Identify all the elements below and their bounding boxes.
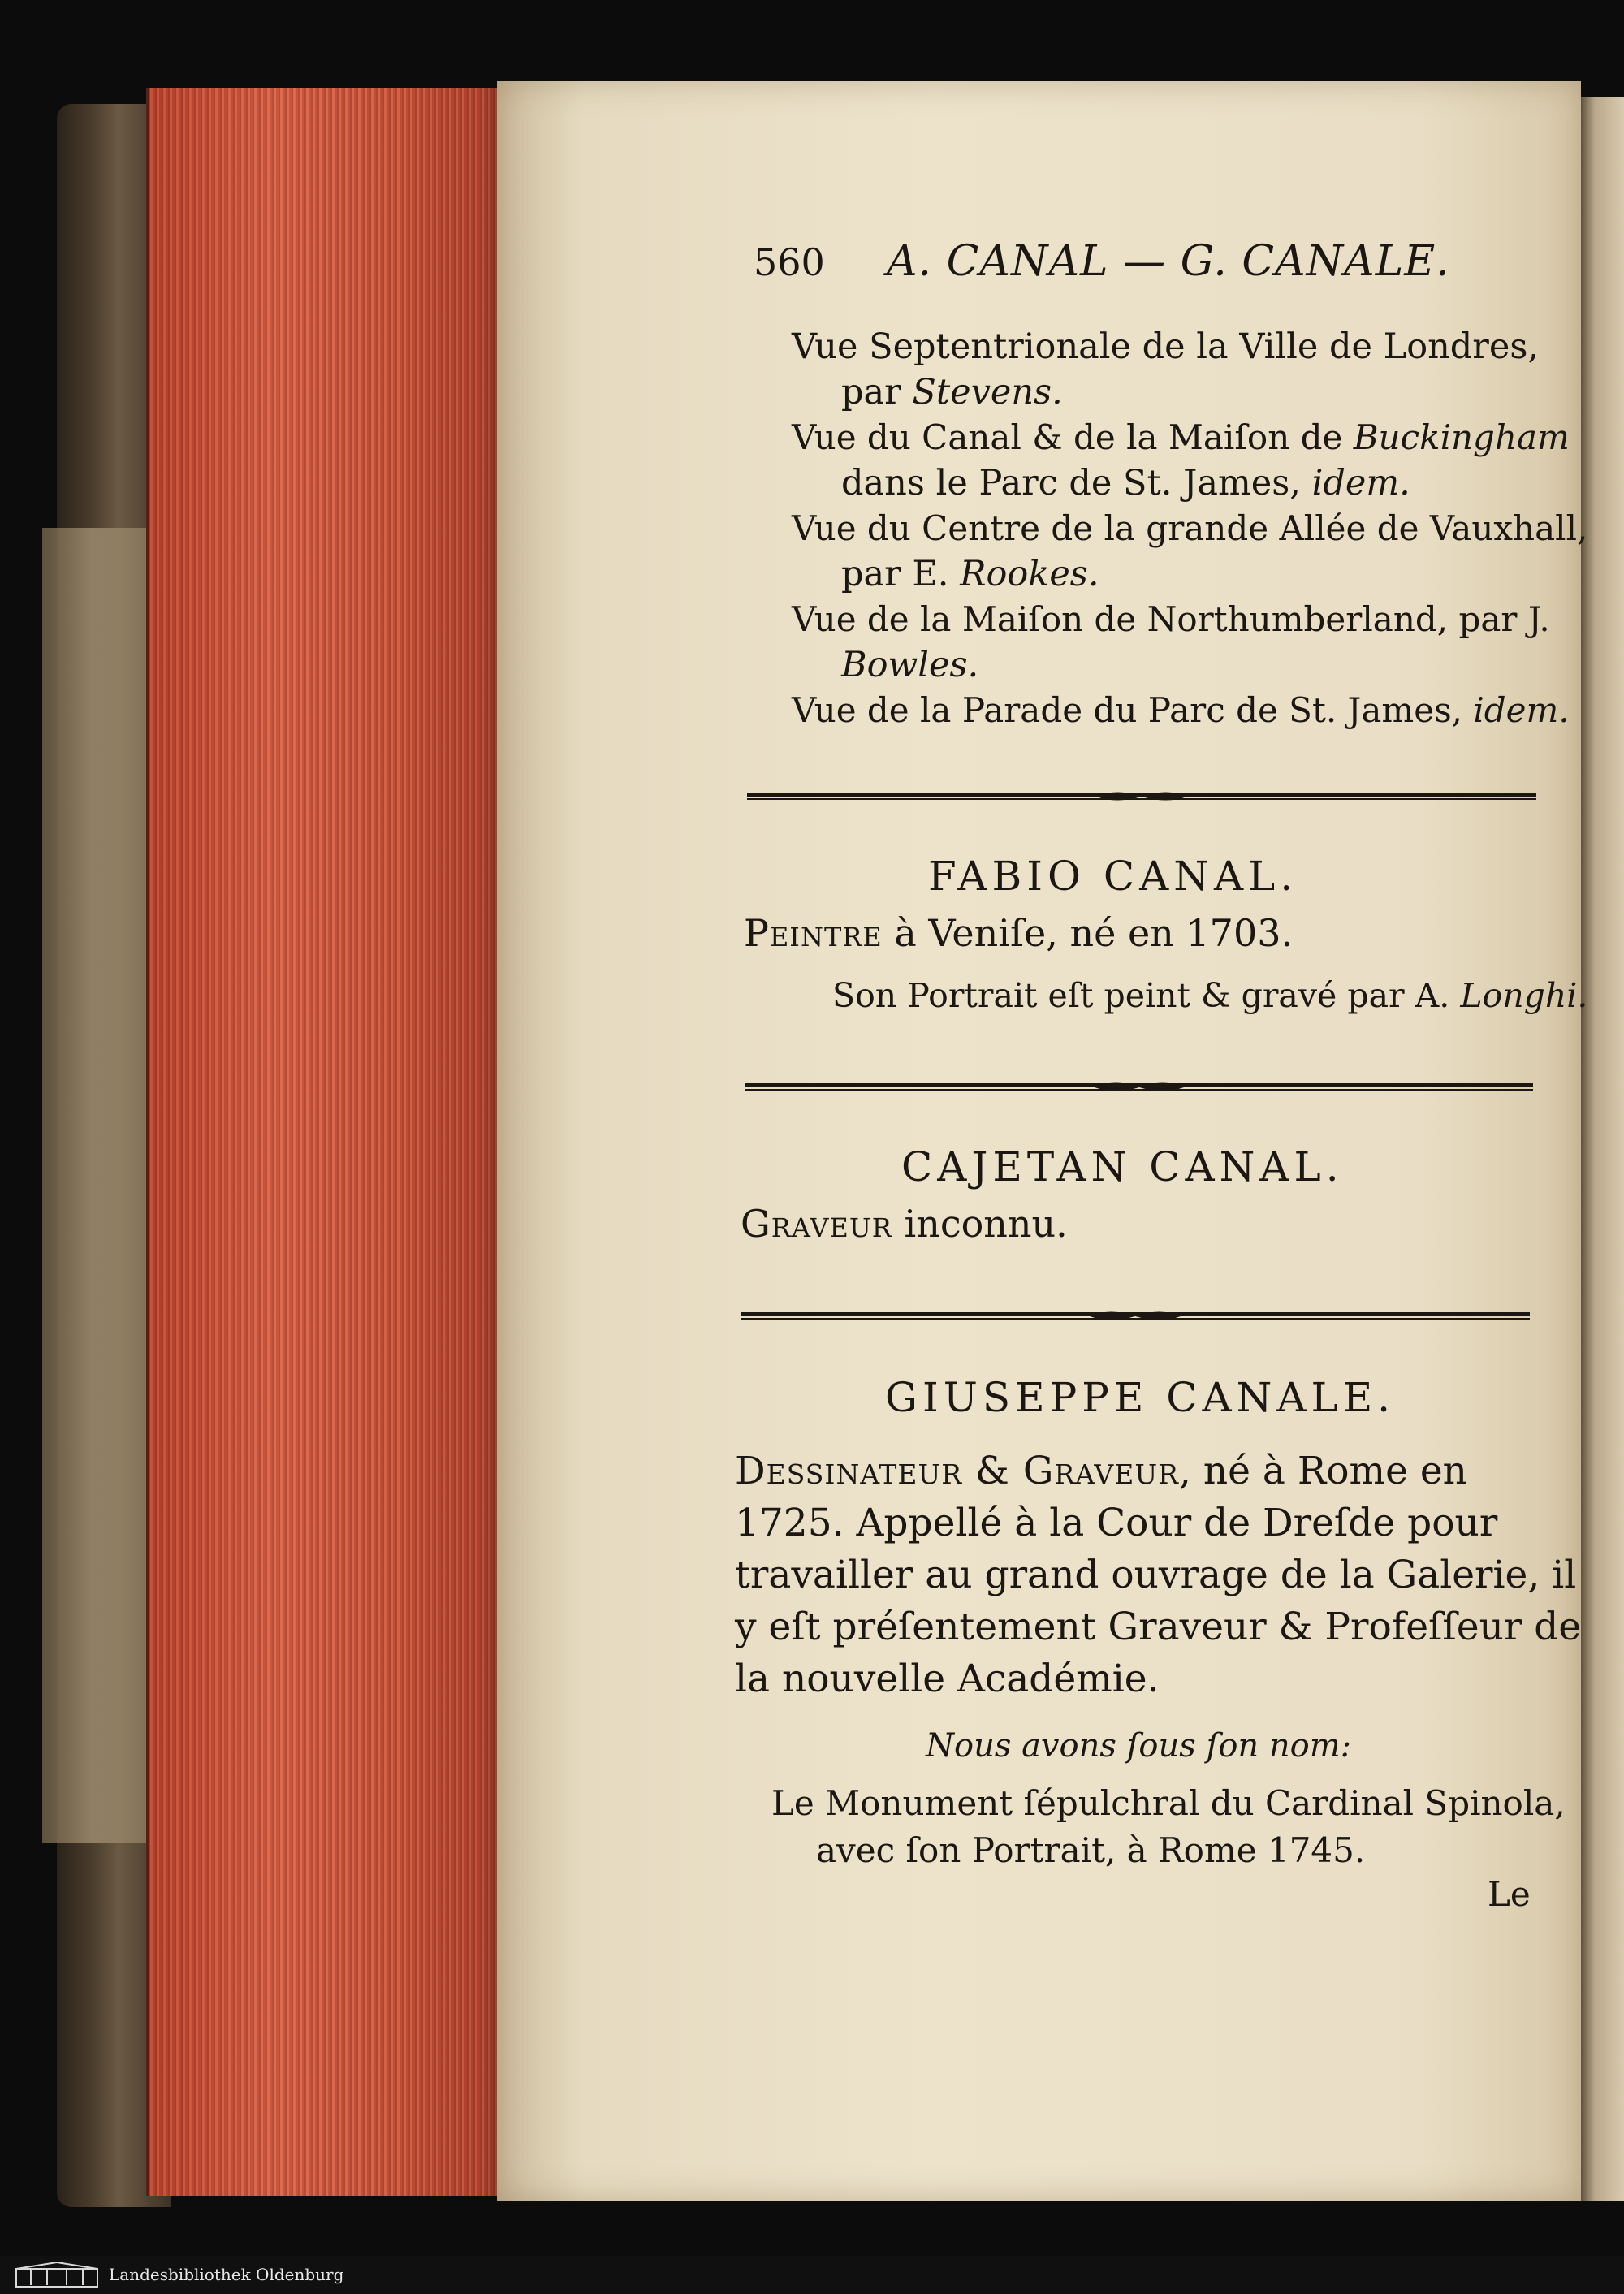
paragraph-line: y eſt préſentement Graveur & Profeſſeur de — [735, 1605, 1582, 1649]
library-building-icon — [15, 2261, 99, 2288]
list-item-main: Vue de la Parade du Parc de St. James, idem. — [792, 690, 1570, 730]
list-item-main: Vue de la Maiſon de Northumberland, par J. — [792, 599, 1550, 639]
list-item-continuation: par Stevens. — [841, 372, 1063, 413]
subheading: Nous avons ſous ſon nom: — [926, 1727, 1352, 1765]
library-credit: Landesbibliothek Oldenburg — [109, 2265, 344, 2284]
list-item-continuation: Bowles. — [841, 645, 979, 685]
section-role: Graveur inconnu. — [741, 1202, 1068, 1246]
entry-line: Le Monument ſépulchral du Cardinal Spinola, — [771, 1783, 1566, 1823]
catchword: Le — [1488, 1874, 1531, 1914]
facing-page-gutter — [1575, 97, 1624, 2201]
list-item-main: Vue Septentrionale de la Ville de Londres, — [792, 326, 1540, 367]
paragraph-line: Dessinateur & Graveur, né à Rome en — [735, 1449, 1467, 1493]
section-note: Son Portrait eſt peint & gravé par A. Longhi. — [832, 976, 1588, 1015]
ornament-rule — [747, 789, 1536, 804]
ornament-rule — [741, 1309, 1530, 1324]
page-number: 560 — [754, 240, 825, 284]
section-role: Peintre à Veniſe, né en 1703. — [744, 911, 1294, 955]
list-item-main: Vue du Centre de la grande Allée de Vauxhall, — [792, 508, 1588, 548]
section-heading: CAJETAN CANAL. — [901, 1143, 1344, 1190]
paragraph-line: 1725. Appellé à la Cour de Dreſde pour — [735, 1501, 1498, 1545]
running-title: A. CANAL — G. CANALE. — [887, 237, 1450, 286]
list-item-main: Vue du Canal & de la Maiſon de Buckingham — [792, 417, 1570, 457]
list-item-continuation: dans le Parc de St. James, idem. — [841, 463, 1410, 503]
list-item-continuation: par E. Rookes. — [841, 554, 1099, 594]
section-heading: FABIO CANAL. — [928, 853, 1298, 900]
paragraph-line: la nouvelle Académie. — [735, 1657, 1160, 1701]
section-heading: GIUSEPPE CANALE. — [885, 1374, 1396, 1421]
paragraph-line: travailler au grand ouvrage de la Galerie, il — [735, 1553, 1577, 1597]
ornament-rule — [745, 1080, 1533, 1095]
red-page-edges — [146, 88, 506, 2196]
entry-line: avec ſon Portrait, à Rome 1745. — [816, 1830, 1366, 1870]
